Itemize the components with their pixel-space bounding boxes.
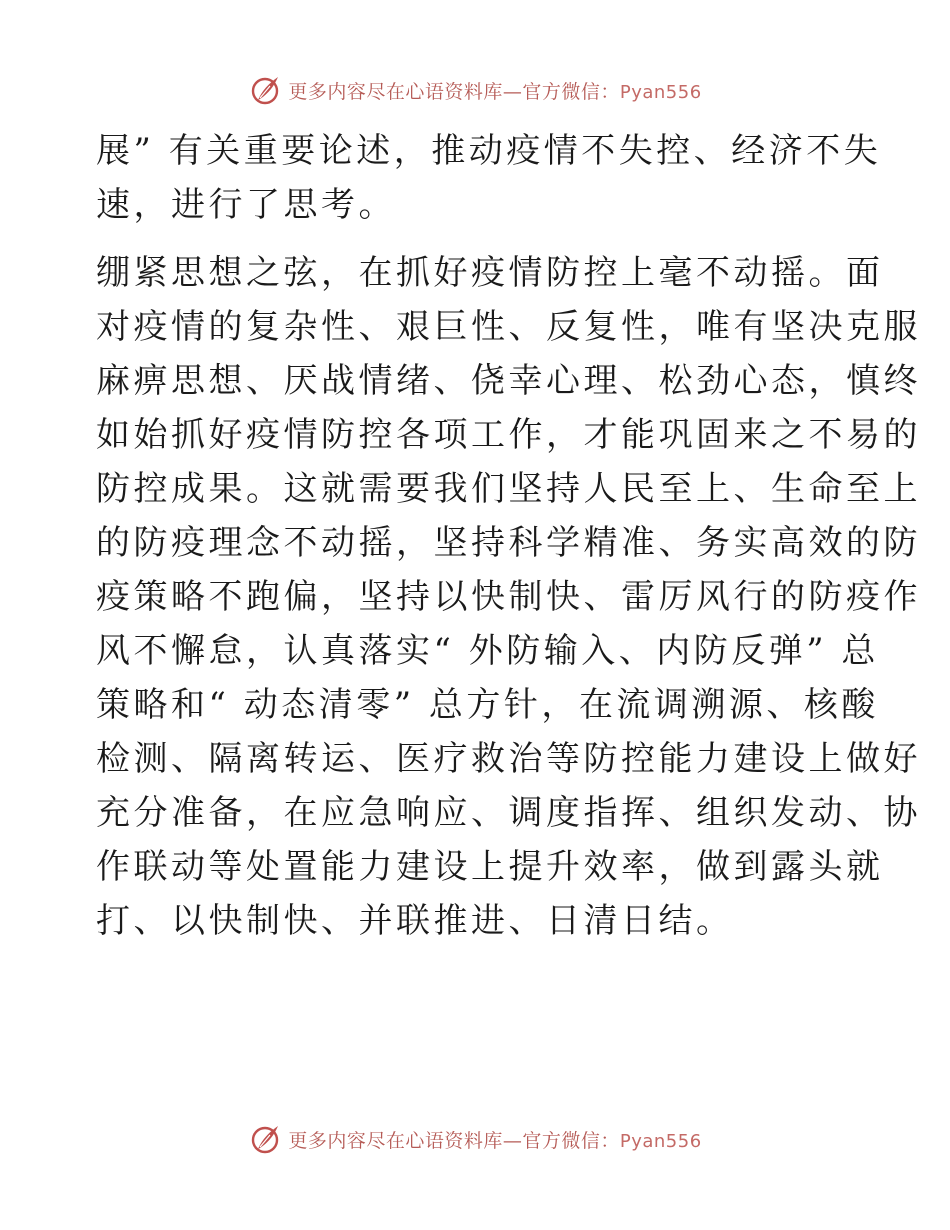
text-line: 麻痹思想、厌战情绪、侥幸心理、松劲心态，慎终 xyxy=(96,361,921,401)
text-line: 策略和“ 动态清零” 总方针，在流调溯源、核酸 xyxy=(96,685,879,725)
paragraph-1 xyxy=(96,124,882,232)
footer-banner-text: 更多内容尽在心语资料库—官方微信：Pyan556 xyxy=(288,1129,702,1152)
text-line: 防控成果。这就需要我们坚持人民至上、生命至上 xyxy=(96,469,921,509)
text-line: 充分准备，在应急响应、调度指挥、组织发动、协 xyxy=(96,793,921,833)
text-line: 对疫情的复杂性、艰巨性、反复性，唯有坚决克服 xyxy=(96,307,921,347)
paragraph-2 xyxy=(96,246,921,948)
document-body xyxy=(96,124,921,948)
quill-pen-icon xyxy=(248,73,282,107)
text-line: 如始抓好疫情防控各项工作，才能巩固来之不易的 xyxy=(96,415,921,455)
text-line: 疫策略不跑偏，坚持以快制快、雷厉风行的防疫作 xyxy=(96,577,921,617)
text-line: 速，进行了思考。 xyxy=(96,185,396,225)
text-line: 展” 有关重要论述，推动疫情不失控、经济不失 xyxy=(96,131,882,171)
header-banner xyxy=(0,70,950,110)
footer-wechat-id: Pyan556 xyxy=(619,1130,702,1152)
header-banner-text: 更多内容尽在心语资料库—官方微信：Pyan556 xyxy=(288,80,702,103)
quill-pen-icon xyxy=(248,1122,282,1156)
footer-banner xyxy=(0,1119,950,1159)
text-line: 打、以快制快、并联推进、日清日结。 xyxy=(96,901,734,941)
text-line: 绷紧思想之弦，在抓好疫情防控上毫不动摇。面 xyxy=(96,253,884,293)
text-line: 作联动等处置能力建设上提升效率，做到露头就 xyxy=(96,847,884,887)
text-line: 的防疫理念不动摇，坚持科学精准、务实高效的防 xyxy=(96,523,921,563)
text-line: 检测、隔离转运、医疗救治等防控能力建设上做好 xyxy=(96,739,921,779)
header-wechat-id: Pyan556 xyxy=(619,81,702,103)
text-line: 风不懈怠，认真落实“ 外防输入、内防反弹” 总 xyxy=(96,631,879,671)
